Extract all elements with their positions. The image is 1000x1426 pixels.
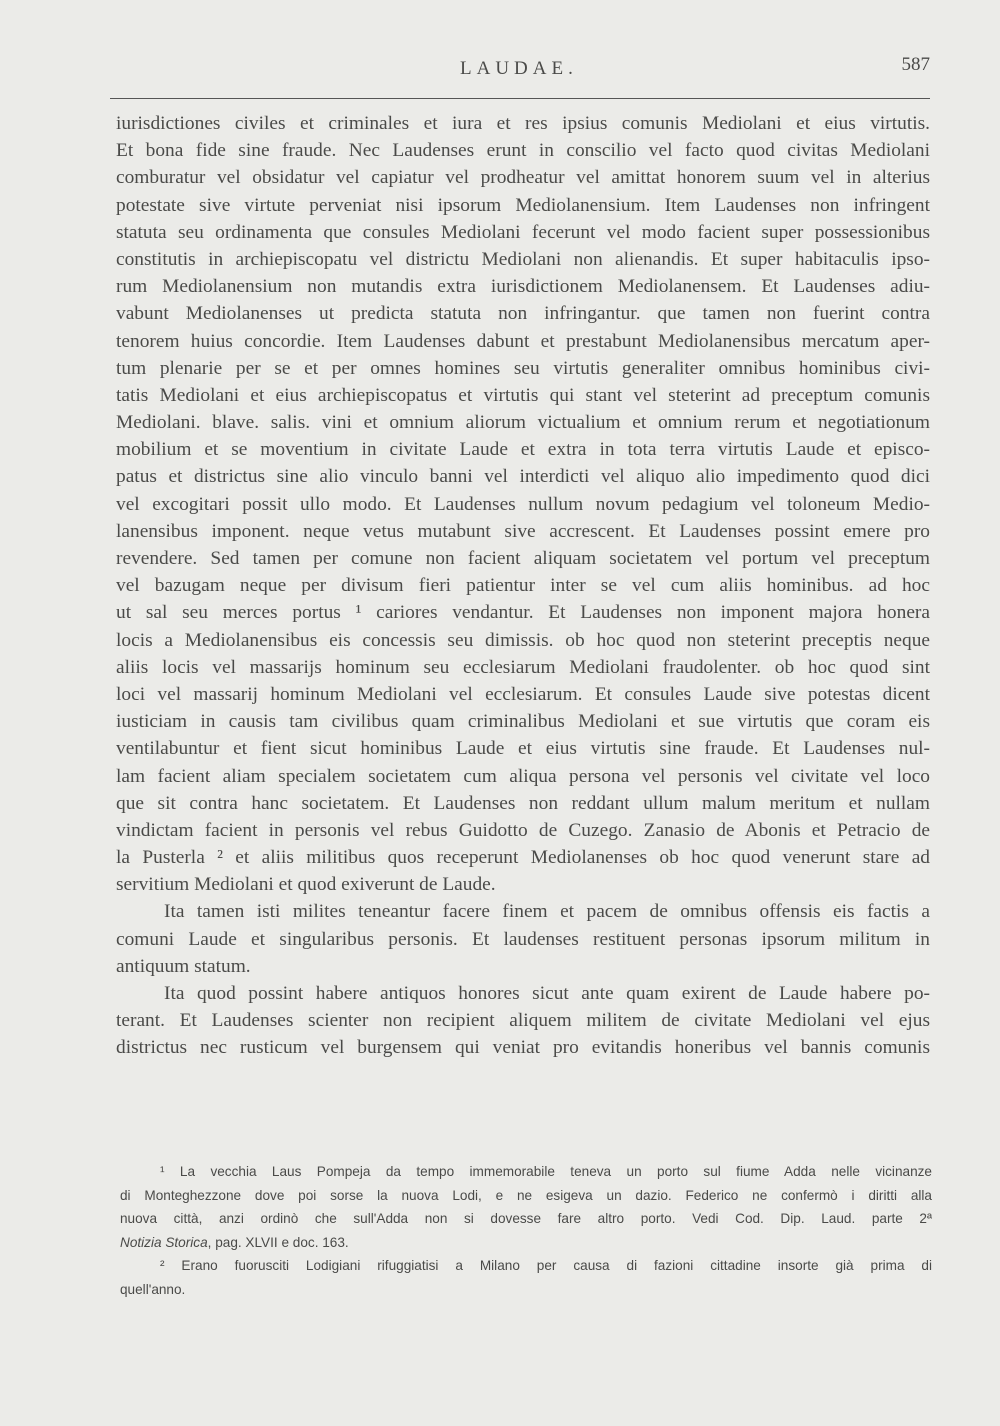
text-line: vel excogitari possit ullo modo. Et Laudenses nullum novum pedagium vel toloneum Medio-	[116, 493, 930, 515]
text-line: comuni Laude et singularibus personis. Et laudenses restituent personas ipsorum militum in	[116, 928, 930, 950]
text-line: loci vel massarij hominum Mediolani vel ecclesiarum. Et consules Laude sive potestas dicent	[116, 683, 930, 705]
footnote-2-line: quell'anno.	[120, 1281, 186, 1297]
text-line: terant. Et Laudenses scienter non recipient aliquem militem de civitate Mediolani vel ejus	[116, 1010, 930, 1032]
header-rule	[110, 98, 930, 99]
text-line: lam facient aliam specialem societatem cum aliqua persona vel personis vel civitate vel loco	[116, 765, 930, 787]
text-line: rum Mediolanensium non mutandis extra iurisdictionem Mediolanensem. Et Laudenses adiu-	[116, 276, 930, 298]
text-line: locis a Mediolanensibus eis concessis seu dimissis. ob hoc quod non steterint preceptis neque	[116, 629, 930, 651]
text-line: Ita quod possint habere antiquos honores sicut ante quam exirent de Laude habere po-	[164, 983, 930, 1004]
footnote-2-line: ² Erano fuorusciti Lodigiani rifuggiatisi a Milano per causa di fazioni cittadine insorte già prima di	[160, 1258, 932, 1273]
text-line: patus et districtus sine alio vinculo banni vel interdicti vel aliquo alio impedimento quod dici	[116, 466, 930, 488]
footnote-1-line: nuova città, anzi ordinò che sull'Adda non si dovesse fare altro porto. Vedi Cod. Dip. Laud. parte 2ª	[120, 1211, 932, 1226]
footnote-1-line	[120, 1231, 932, 1255]
text-line: potestate sive virtute perveniat nisi ipsorum Mediolanensium. Item Laudenses non infringent	[116, 194, 930, 216]
text-line: comburatur vel obsidatur vel capiatur vel prodheatur vel amittat honorem suum vel in alterius	[116, 167, 930, 189]
text-line: lanensibus imponent. neque vetus mutabunt sive accrescent. Et Laudenses possint emere pro	[116, 520, 930, 542]
text-line: Ita tamen isti milites teneantur facere finem et pacem de omnibus offensis eis factis a	[164, 901, 930, 923]
text-line: statuta seu ordinamenta que consules Mediolani fecerunt vel modo facient super possessionibus	[116, 221, 930, 243]
footnote-1-source-title: Notizia Storica	[120, 1234, 208, 1250]
text-line: tum plenarie per se et per omnes homines seu virtutis generaliter omnibus hominibus civi-	[116, 357, 930, 379]
text-line: iusticiam in causis tam civilibus quam criminalibus Mediolani et sue virtutis que coram eis	[116, 711, 930, 733]
text-line: antiquum statum.	[116, 955, 251, 977]
text-line: tatis Mediolani et eius archiepiscopatus et virtutis qui stant vel steterint ad preceptum comunis	[116, 384, 930, 406]
text-line: aliis locis vel massarijs hominum seu ecclesiarum Mediolani fraudolenter. ob hoc quod sint	[116, 656, 930, 678]
footnote-1-line: ¹ La vecchia Laus Pompeja da tempo immemorabile teneva un porto sul fiume Adda nelle vicinanze	[160, 1164, 932, 1179]
footnote-1-source-ref: , pag. XLVII e doc. 163.	[207, 1234, 349, 1250]
text-line: districtus nec rusticum vel burgensem qui veniat pro evitandis honeribus vel bannis comunis	[116, 1037, 930, 1059]
footnotes	[120, 1160, 932, 1301]
running-header	[110, 54, 930, 88]
page-number: 587	[901, 54, 930, 75]
body-text	[116, 110, 930, 1062]
text-line: ventilabuntur et fient sicut hominibus Laude et eius virtutis sine fraude. Et Laudenses nul-	[116, 738, 930, 760]
running-title: LAUDAE.	[460, 58, 578, 79]
text-line: que sit contra hanc societatem. Et Laudenses non reddant ullum malum meritum et nullam	[116, 792, 930, 814]
footnote-1-line: di Monteghezzone dove poi sorse la nuova Lodi, e ne esigeva un dazio. Federico ne confermò i diritti alla	[120, 1187, 932, 1203]
text-line: iurisdictiones civiles et criminales et iura et res ipsius comunis Mediolani et eius virtutis.	[116, 113, 930, 134]
text-line: Et bona fide sine fraude. Nec Laudenses erunt in conscilio vel facto quod civitas Mediolani	[116, 140, 930, 162]
text-line: servitium Mediolani et quod exiverunt de Laude.	[116, 874, 496, 896]
text-line: revendere. Sed tamen per comune non facient aliquam societatem vel portum vel preceptum	[116, 548, 930, 569]
text-line: vindictam facient in personis vel rebus Guidotto de Cuzego. Zanasio de Abonis et Petracio de	[116, 819, 930, 841]
text-line: vabunt Mediolanenses ut predicta statuta non infringantur. que tamen non fuerint contra	[116, 303, 930, 325]
text-line: la Pusterla ² et aliis militibus quos receperunt Mediolanenses ob hoc quod venerunt stare ad	[116, 847, 930, 869]
text-line: vel bazugam neque per divisum fieri patientur inter se vel cum aliis hominibus. ad hoc	[116, 575, 930, 597]
text-line: constitutis in archiepiscopatu vel districtu Mediolani non alienandis. Et super habitaculis ipso-	[116, 248, 930, 270]
text-line: ut sal seu merces portus ¹ cariores vendantur. Et Laudenses non imponent majora honera	[116, 602, 930, 624]
text-line: Mediolani. blave. salis. vini et omnium aliorum victualium et omnium rerum et negotiationum	[116, 412, 930, 434]
text-line: tenorem huius concordie. Item Laudenses dabunt et prestabunt Mediolanensibus mercatum aper-	[116, 330, 930, 352]
text-line: mobilium et se moventium in civitate Laude et extra in tota terra virtutis Laude et episco-	[116, 439, 930, 461]
